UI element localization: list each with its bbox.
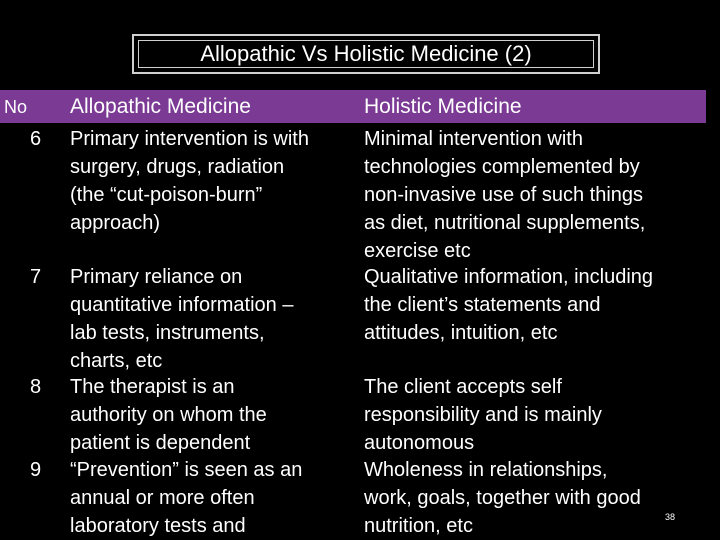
text-line: Wholeness in relationships, — [364, 459, 608, 481]
row-number: 8 — [30, 376, 42, 398]
holistic-cell — [364, 263, 653, 347]
header-allopathic: Allopathic Medicine — [70, 95, 251, 118]
slide-title: Allopathic Vs Holistic Medicine (2) — [138, 40, 594, 68]
text-line: approach) — [70, 212, 161, 234]
text-line: Qualitative information, including — [364, 266, 654, 288]
holistic-cell — [364, 125, 645, 265]
text-line: non-invasive use of such things — [364, 184, 644, 206]
header-holistic: Holistic Medicine — [364, 95, 522, 118]
text-line: autonomous — [364, 432, 475, 454]
allopathic-cell — [70, 456, 302, 540]
text-line: lab tests, instruments, — [70, 322, 265, 344]
row-number: 7 — [30, 266, 42, 288]
text-line: technologies complemented by — [364, 156, 640, 178]
row-number: 6 — [30, 128, 42, 150]
text-line: annual or more often — [70, 487, 255, 509]
text-line: quantitative information – — [70, 294, 294, 316]
text-line: attitudes, intuition, etc — [364, 322, 558, 344]
text-line: The client accepts self — [364, 376, 562, 398]
allopathic-cell — [70, 125, 309, 237]
text-line: laboratory tests and — [70, 515, 246, 537]
text-line: as diet, nutritional supplements, — [364, 212, 646, 234]
page-number: 38 — [665, 512, 676, 522]
text-line: (the “cut-poison-burn” — [70, 184, 263, 206]
text-line: surgery, drugs, radiation — [70, 156, 285, 178]
title-box — [132, 34, 600, 74]
text-line: the client’s statements and — [364, 294, 601, 316]
text-line: authority on whom the — [70, 404, 267, 426]
text-line: responsibility and is mainly — [364, 404, 602, 426]
allopathic-cell — [70, 373, 267, 457]
allopathic-cell — [70, 263, 293, 375]
holistic-cell — [364, 373, 602, 457]
row-number: 9 — [30, 459, 42, 481]
text-line: work, goals, together with good — [364, 487, 641, 509]
holistic-cell — [364, 456, 641, 540]
text-line: “Prevention” is seen as an — [70, 459, 303, 481]
text-line: The therapist is an — [70, 376, 235, 398]
text-line: Primary reliance on — [70, 266, 243, 288]
text-line: exercise etc — [364, 240, 471, 262]
text-line: charts, etc — [70, 350, 163, 372]
header-no: No — [4, 97, 28, 117]
text-line: Minimal intervention with — [364, 128, 583, 150]
text-line: patient is dependent — [70, 432, 251, 454]
text-line: Primary intervention is with — [70, 128, 309, 150]
text-line: nutrition, etc — [364, 515, 473, 537]
